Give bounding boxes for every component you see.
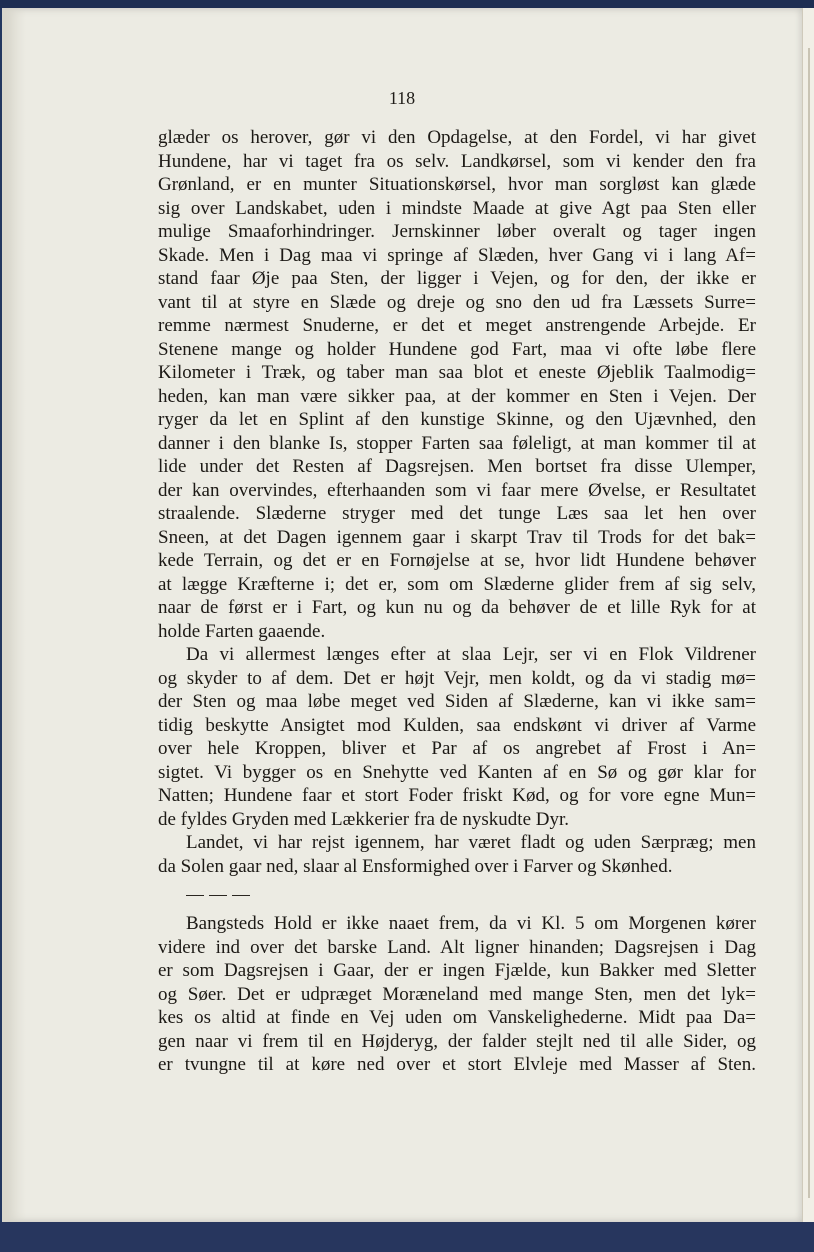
- text-line: Stenene mange og holder Hundene god Fart, maa vi ofte løbe flere: [158, 338, 756, 360]
- text-line: Landet, vi har rejst igennem, har været fladt og uden Særpræg; men: [186, 832, 756, 853]
- text-line: straalende. Slæderne stryger med det tunge Læs saa let hen over: [158, 503, 756, 524]
- text-line: remme nærmest Snuderne, er det et meget anstrengende Arbejde. Er: [158, 315, 756, 336]
- text-line: glæder os herover, gør vi den Opdagelse, at den Fordel, vi har givet: [158, 127, 756, 148]
- text-line: Skade. Men i Dag maa vi springe af Slæden, hver Gang vi i lang Af=: [158, 244, 756, 266]
- text-line: tidig beskytte Ansigtet mod Kulden, saa endskønt vi driver af Varme: [158, 714, 756, 736]
- text-line: gen naar vi frem til en Højderyg, der falder stejlt ned til alle Sider, og: [158, 1030, 756, 1052]
- text-line: stand faar Øje paa Sten, der ligger i Vejen, og for den, der ikke er: [158, 268, 756, 289]
- text-line: og Søer. Det er udpræget Moræneland med mange Sten, men det lyk=: [158, 983, 756, 1005]
- text-line: de fyldes Gryden med Lækkerier fra de nyskudte Dyr.: [158, 808, 570, 830]
- text-line: da Solen gaar ned, slaar al Ensformighed over i Farver og Skønhed.: [158, 855, 673, 877]
- text-line: kede Terrain, og det er en Fornøjelse at se, hvor lidt Hundene behøver: [158, 550, 756, 571]
- text-line: danner i den blanke Is, stopper Farten saa føleligt, at man kommer til at: [158, 432, 756, 454]
- text-line: Sneen, at det Dagen igennem gaar i skarpt Trav til Trods for det bak=: [158, 526, 756, 548]
- text-line: vant til at styre en Slæde og dreje og sno den ud fra Læssets Surre=: [158, 291, 756, 313]
- text-line: mulige Smaaforhindringer. Jernskinner løber overalt og tager ingen: [158, 221, 756, 242]
- text-line: ryger da let en Splint af den kunstige Skinne, og den Ujævnhed, den: [158, 409, 756, 430]
- text-line: Kilometer i Træk, og taber man saa blot et eneste Øjeblik Taalmodig=: [158, 362, 756, 383]
- text-line: der kan overvindes, efterhaanden som vi faar mere Øvelse, er Resultatet: [158, 479, 756, 501]
- text-line: Grønland, er en munter Situationskørsel, hvor man sorgløst kan glæde: [158, 174, 756, 195]
- page-number: 118: [388, 88, 416, 108]
- section-separator: [158, 878, 756, 912]
- text-line: kes os altid at finde en Vej uden om Vanskelighederne. Midt paa Da=: [158, 1007, 756, 1028]
- text-line: og skyder to af dem. Det er højt Vejr, men koldt, og da vi stadig mø=: [158, 667, 756, 689]
- text-line: at lægge Kræfterne i; det er, som om Slæderne glider frem af sig selv,: [158, 573, 756, 595]
- text-line: naar de først er i Fart, og kun nu og da behøver de et lille Ryk for at: [158, 597, 756, 618]
- text-line: er som Dagsrejsen i Gaar, der er ingen Fjælde, kun Bakker med Sletter: [158, 960, 756, 981]
- text-line: Da vi allermest længes efter at slaa Lejr, ser vi en Flok Vildrener: [186, 644, 756, 665]
- text-line: lide under det Resten af Dagsrejsen. Men bortset fra disse Ulemper,: [158, 456, 756, 477]
- text-line: sig over Landskabet, uden i mindste Maade at give Agt paa Sten eller: [158, 197, 756, 219]
- text-line: der Sten og maa løbe meget ved Siden af Slæderne, kan vi ikke sam=: [158, 691, 756, 712]
- text-line: Bangsteds Hold er ikke naaet frem, da vi Kl. 5 om Morgenen kører: [186, 913, 756, 934]
- book-page: [2, 8, 802, 1222]
- page-edge-line: [808, 48, 810, 1198]
- text-line: Natten; Hundene faar et stort Foder friskt Kød, og for vore egne Mun=: [158, 785, 756, 806]
- book-cover-top-edge: [0, 0, 814, 8]
- page-stack-edge: [802, 8, 814, 1222]
- text-line: over hele Kroppen, bliver et Par af os angrebet af Frost i An=: [158, 738, 756, 759]
- text-line: sigtet. Vi bygger os en Snehytte ved Kanten af en Sø og gør klar for: [158, 761, 756, 783]
- body-text: [158, 126, 756, 1077]
- text-line: videre ind over det barske Land. Alt ligner hinanden; Dagsrejsen i Dag: [158, 936, 756, 958]
- text-line: Hundene, har vi taget fra os selv. Landkørsel, som vi kender den fra: [158, 150, 756, 172]
- text-line: heden, kan man være sikker paa, at der kommer en Sten i Vejen. Der: [158, 385, 756, 407]
- page-gutter-shadow: [2, 8, 26, 1222]
- text-line: er tvungne til at køre ned over et stort Elvleje med Masser af Sten.: [158, 1054, 756, 1075]
- book-cover-bottom-edge: [0, 1222, 814, 1252]
- text-line: holde Farten gaaende.: [158, 620, 326, 642]
